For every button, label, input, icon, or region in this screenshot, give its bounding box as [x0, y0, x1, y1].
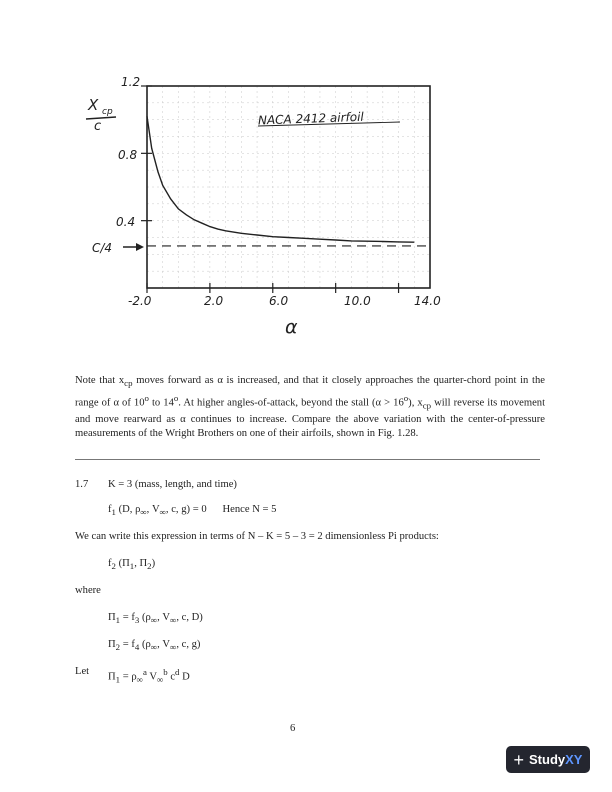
f1-statement: $f_1$ (D, $\rho_\infty$, $V_\infty$, c, g) = 0 Hence N = 5: [108, 504, 277, 518]
studyxy-badge[interactable]: [506, 746, 590, 773]
section-divider: [75, 459, 540, 460]
f2-statement: $f_2$ ($\Pi_1$, $\Pi_2$): [108, 558, 156, 572]
y-axis-label-c: c: [94, 119, 102, 134]
x-tick-label: 2.0: [204, 294, 224, 308]
problem-number: 1.7: [75, 479, 89, 490]
k-statement: K = 3 (mass, length, and time): [108, 479, 237, 490]
x-axis-label: α: [285, 316, 298, 338]
x-tick-label: -2.0: [128, 294, 152, 308]
xcp-curve: [147, 116, 414, 242]
arrow-head-icon: [136, 243, 144, 251]
page-number: 6: [290, 723, 296, 734]
figure-xcp-vs-alpha: [0, 0, 612, 360]
x-tick-label: 6.0: [269, 294, 289, 308]
brand-accent: XY: [565, 752, 583, 767]
x-tick-label: 14.0: [414, 294, 441, 308]
pi2-definition: $\Pi_2 = f_4$ ($\rho_\infty$, $V_\infty$, c, g): [108, 639, 201, 653]
pi1-definition: $\Pi_1 = f_3$ ($\rho_\infty$, $V_\infty$, c, D): [108, 612, 203, 626]
x-tick-label: 10.0: [344, 294, 371, 308]
let-expression: $\Pi_1 = \rho_\infty^a$ $V_\infty^b$ $c^d$ D: [108, 667, 190, 685]
let-label: Let: [75, 666, 90, 677]
where-label: where: [75, 585, 101, 596]
chart-title: NACA 2412 airfoil: [257, 109, 364, 128]
plus-icon: +: [513, 749, 525, 770]
c-over-4-label: C/4: [92, 241, 113, 255]
discussion-paragraph: Note that $x_{cp}$ moves forward as α is increased, and that it closely approaches the quarter-chord point in the range of α of 10$^o$ to 14$^o$. At higher angles-of-attack, beyond the stall $(\alpha > 16^o)$, $x_{cp}$ will reverse its movement and move rearward as α continues to increase. Compare the above variation with the center-of-pressure measurements of the Wright Brothers on one of their airfoils, shown in Fig. 1.28.: [75, 375, 546, 439]
y-tick-label: 1.2: [121, 75, 141, 89]
y-axis-label-sub: cp: [102, 107, 113, 117]
brand-main: Study: [529, 752, 566, 767]
pi-intro: We can write this expression in terms of N – K = 5 – 3 = 2 dimensionless Pi products:: [75, 531, 439, 542]
y-tick-label: 0.4: [116, 215, 136, 229]
y-axis-label-x: X: [88, 96, 99, 114]
y-tick-label: 0.8: [118, 148, 138, 162]
chart-svg: [0, 0, 612, 360]
